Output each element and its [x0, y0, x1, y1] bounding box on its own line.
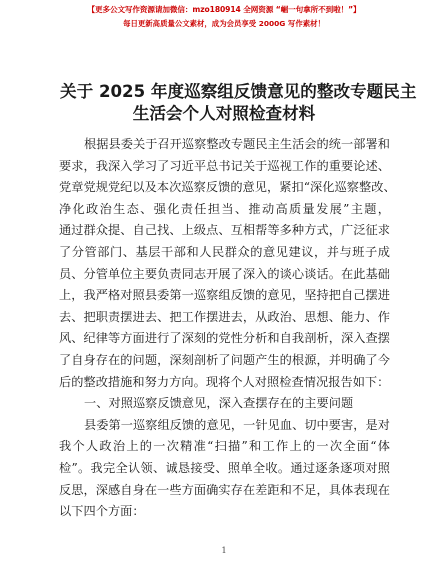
- text-line: 净化政治生态、强化责任担当、推动高质量发展”主题，: [59, 201, 390, 216]
- promo-banner-line-2: 每日更新高质量公文素材，成为会员享受 2000G 写作素材！: [123, 19, 325, 28]
- text-line: 我个人政治上的一次精准“扫描”和工作上的一次全面“体: [59, 439, 390, 454]
- title-line-2: 生活会个人对照检查材料: [132, 104, 316, 123]
- document-body: [59, 134, 396, 523]
- text-line: 党章党规党纪以及本次巡察反馈的意见，紧扣“深化巡察整改、: [59, 180, 396, 195]
- text-line: 反思，深感自身在一些方面确实存在差距和不足，具体表现在: [59, 482, 390, 497]
- paragraph-2: [59, 415, 390, 523]
- text-line: 了分管部门、基层干部和人民群众的意见建议，并与班子成: [59, 244, 390, 259]
- text-line: 上，我严格对照县委第一巡察组反馈的意见，坚持把自己摆进: [59, 288, 390, 303]
- text-line: 县委第一巡察组反馈的意见，一针见血、切中要害，是对: [84, 417, 390, 432]
- paragraph-1: [59, 134, 396, 393]
- text-line: 后的整改措施和努力方向。现将个人对照检查情况报告如下：: [59, 374, 390, 389]
- text-line: 员、分管单位主要负责同志开展了深入的谈心谈话。在此基础: [59, 266, 390, 281]
- text-line: 去、把职责摆进去、把工作摆进去，从政治、思想、能力、作: [59, 309, 390, 324]
- text-line: 检”。我完全认领、诚恳接受、照单全收。通过逐条逐项对照: [59, 460, 390, 475]
- page-number: 1: [221, 546, 227, 555]
- text-line: 了自身存在的问题，深刻剖析了问题产生的根源，并明确了今: [59, 352, 390, 367]
- section-heading: 一、对照巡察反馈意见，深入查摆存在的主要问题: [84, 396, 354, 411]
- text-line: 根据县委关于召开巡察整改专题民主生活会的统一部署和: [84, 137, 390, 151]
- title-line-1: 关于 2025 年度巡察组反馈意见的整改专题民主: [60, 82, 417, 101]
- text-line: 风、纪律等方面进行了深刻的党性分析和自我剖析，深入查摆: [59, 331, 390, 346]
- text-line: 通过群众提、自己找、上级点、互相帮等多种方式，广泛征求: [59, 223, 390, 238]
- text-line: 以下四个方面：: [59, 504, 145, 519]
- promo-banner-line-1: 【更多公文写作资源请加微信：mzo180914 全网资源 “崛一句拿所不到啦！”】: [87, 5, 361, 14]
- document-title: [60, 81, 417, 125]
- text-line: 要求，我深入学习了习近平总书记关于巡视工作的重要论述、: [59, 158, 390, 173]
